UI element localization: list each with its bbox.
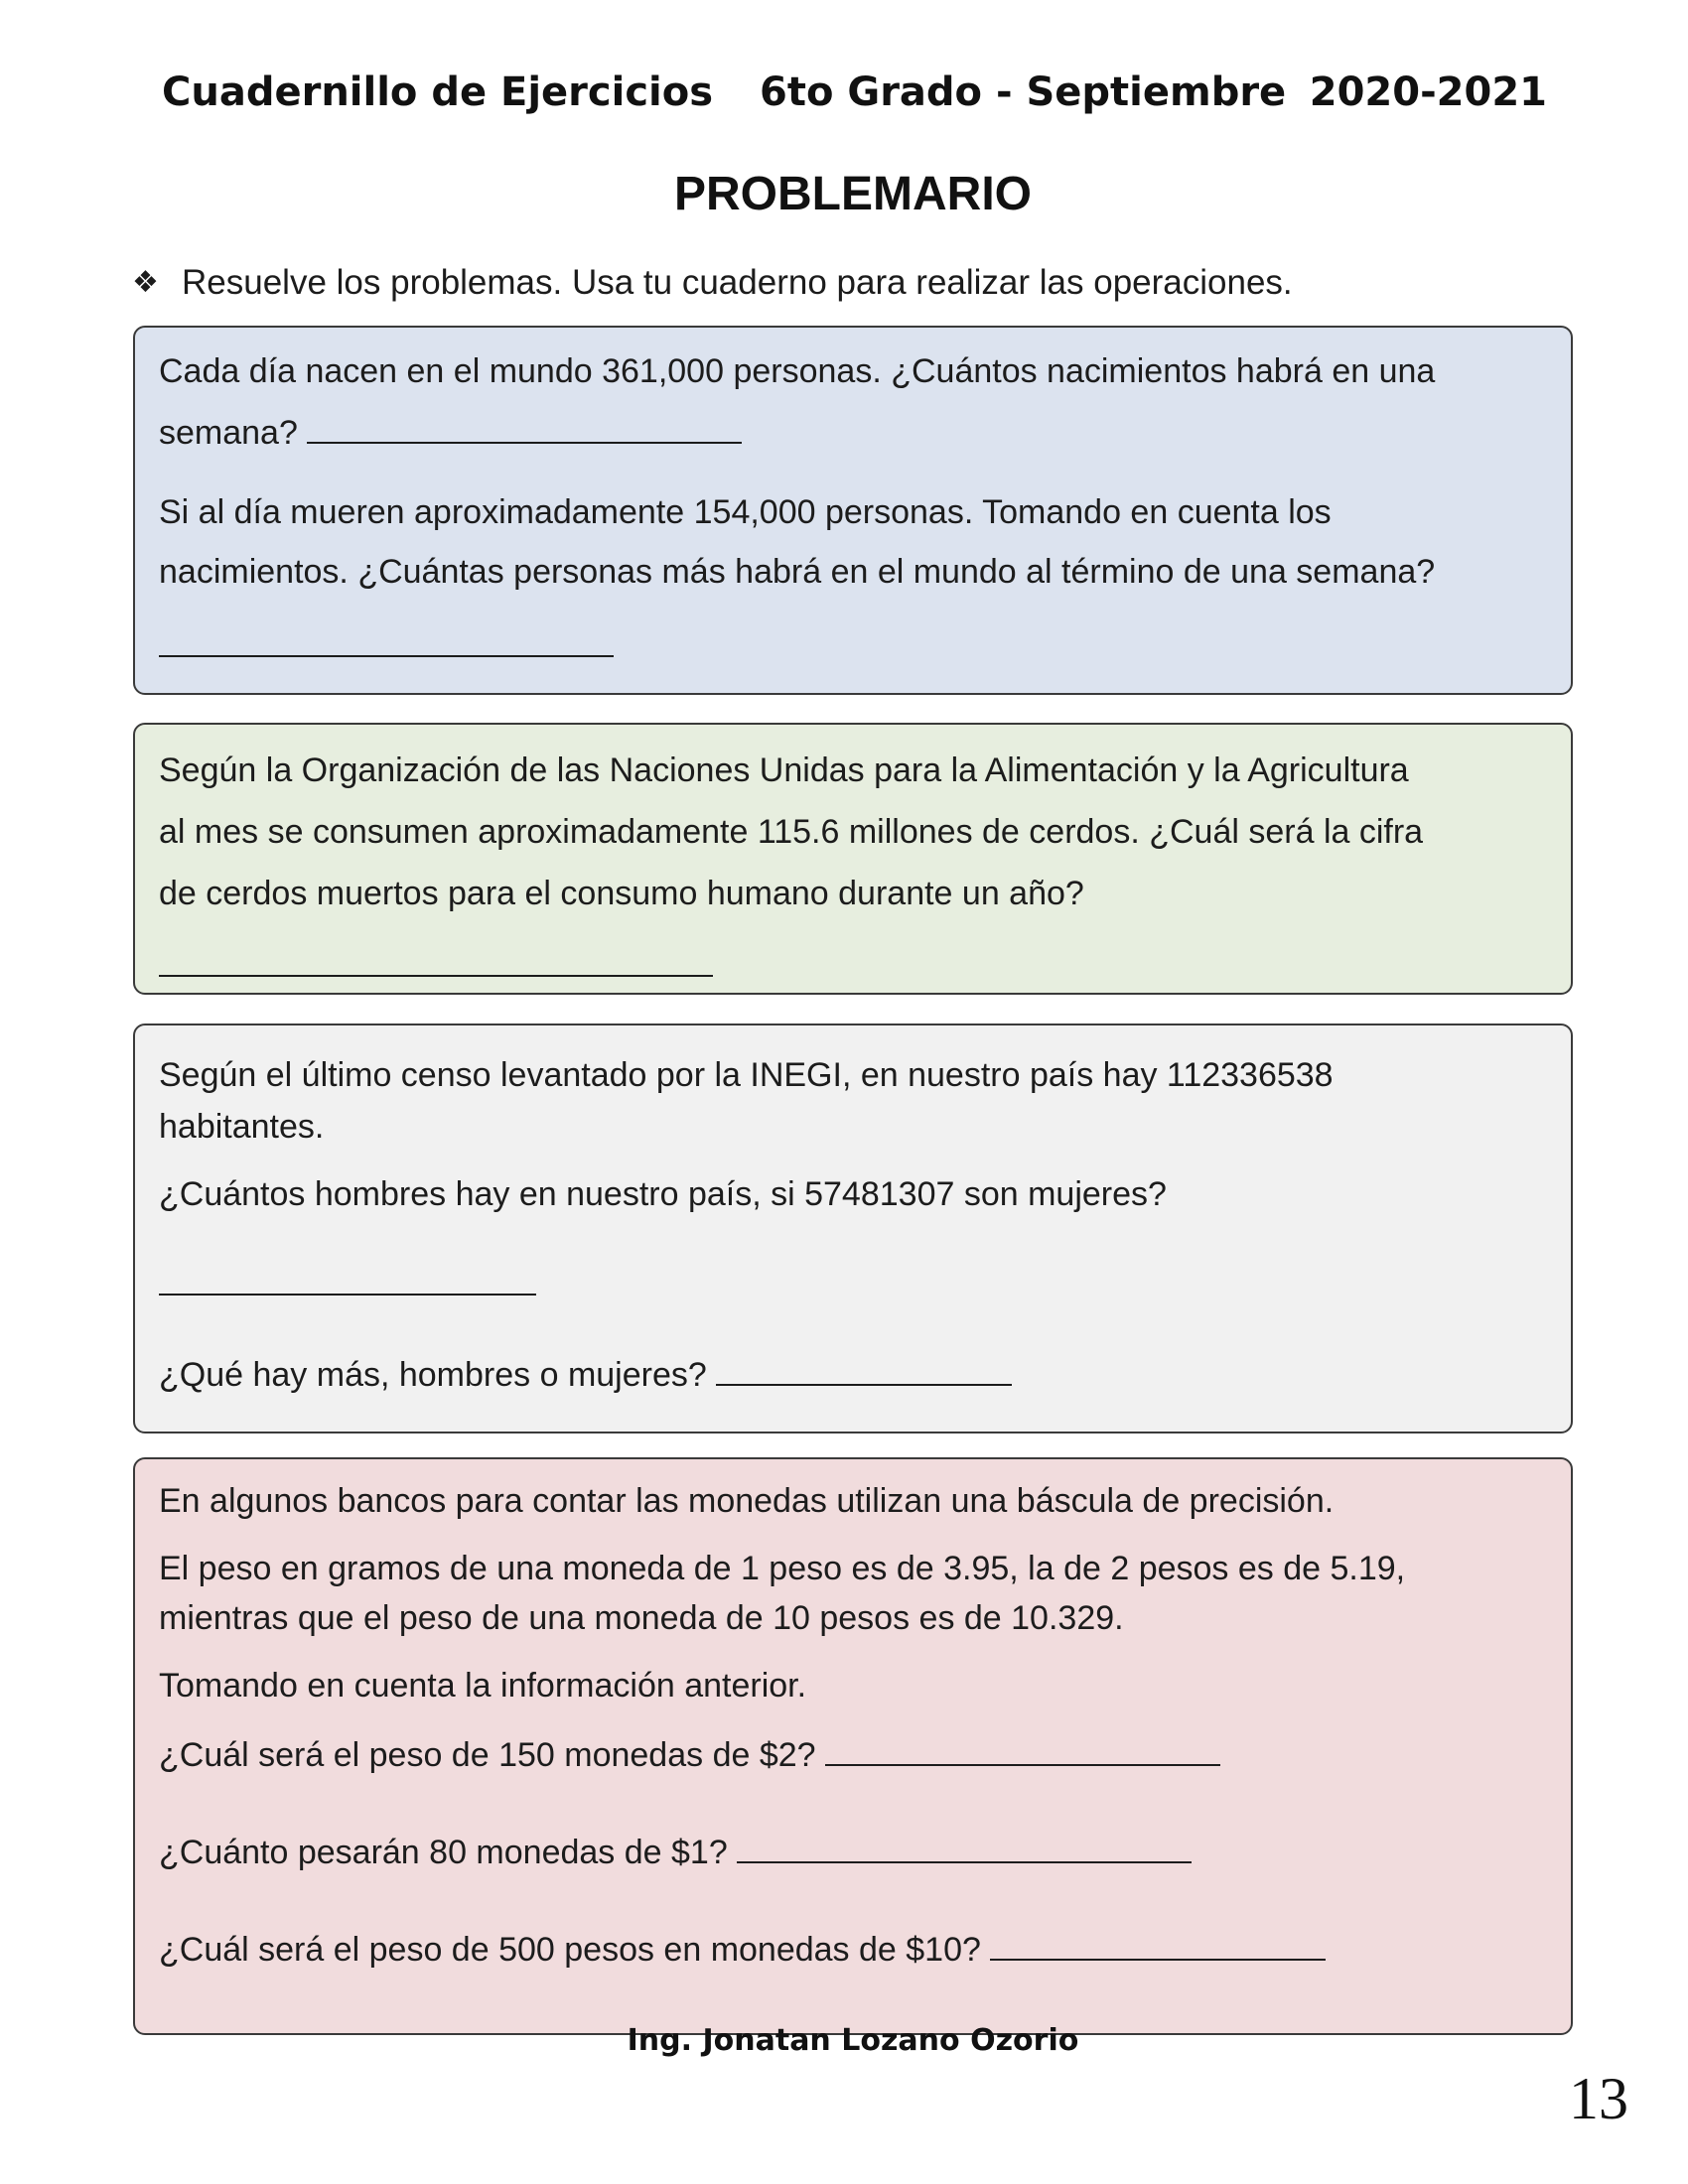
answer-blank-weight-150-two-peso[interactable] <box>825 1734 1220 1766</box>
problem-4-line-4: Tomando en cuenta la información anterior. <box>159 1667 807 1705</box>
page-title: PROBLEMARIO <box>674 168 1032 220</box>
problem-box-births <box>133 326 1573 695</box>
problem-4-question-3-row <box>159 1928 1541 1972</box>
answer-blank-weight-80-one-peso[interactable] <box>737 1832 1192 1863</box>
problem-4-question-1-row <box>159 1733 1541 1777</box>
diamond-bullet-icon: ❖ <box>132 266 159 299</box>
answer-blank-births-week[interactable] <box>307 412 742 444</box>
page-number: 13 <box>1569 2066 1628 2131</box>
answer-blank-weight-500-pesos-ten[interactable] <box>990 1929 1326 1961</box>
answer-blank-more-men-or-women[interactable] <box>716 1354 1012 1386</box>
problem-3-line-4 <box>159 1353 1541 1397</box>
answer-blank-pigs-year[interactable] <box>159 975 713 977</box>
problem-1-line-2 <box>159 411 1541 455</box>
instruction <box>132 263 1293 303</box>
problem-3-line-1: Según el último censo levantado por la INEGI, en nuestro país hay 112336538 <box>159 1056 1334 1094</box>
problem-4-line-3: mientras que el peso de una moneda de 10 pesos es de 10.329. <box>159 1599 1124 1637</box>
header-grade-month: 6to Grado - Septiembre <box>760 69 1287 115</box>
header-workbook-title: Cuadernillo de Ejercicios <box>162 69 714 115</box>
problem-4-question-2: ¿Cuánto pesarán 80 monedas de $1? <box>159 1834 728 1871</box>
problem-box-pigs <box>133 723 1573 995</box>
problem-box-coins <box>133 1457 1573 2035</box>
answer-blank-men-count[interactable] <box>159 1294 536 1296</box>
problem-1-line-4: nacimientos. ¿Cuántas personas más habrá en el mundo al término de una semana? <box>159 553 1436 591</box>
answer-blank-population-growth[interactable] <box>159 655 614 657</box>
problem-4-question-2-row <box>159 1831 1541 1874</box>
page-header <box>162 69 1547 139</box>
problem-2-line-1: Según la Organización de las Naciones Unidas para la Alimentación y la Agricultura <box>159 751 1409 789</box>
problem-4-question-3: ¿Cuál será el peso de 500 pesos en monedas de $10? <box>159 1931 981 1969</box>
header-school-year: 2020-2021 <box>1309 69 1547 115</box>
problem-1-question-1: semana? <box>159 414 298 452</box>
problem-2-line-2: al mes se consumen aproximadamente 115.6 millones de cerdos. ¿Cuál será la cifra <box>159 813 1424 851</box>
problem-3-question-2: ¿Qué hay más, hombres o mujeres? <box>159 1356 707 1394</box>
problem-2-line-3: de cerdos muertos para el consumo humano durante un año? <box>159 875 1084 912</box>
footer-author: Ing. Jonatan Lozano Ozorio <box>627 2023 1079 2058</box>
problem-box-census <box>133 1024 1573 1433</box>
problem-3-line-3: ¿Cuántos hombres hay en nuestro país, si 57481307 son mujeres? <box>159 1175 1167 1213</box>
problem-4-line-1: En algunos bancos para contar las monedas utilizan una báscula de precisión. <box>159 1482 1335 1520</box>
problem-4-question-1: ¿Cuál será el peso de 150 monedas de $2? <box>159 1736 816 1774</box>
problem-3-line-2: habitantes. <box>159 1108 325 1146</box>
problem-1-line-1: Cada día nacen en el mundo 361,000 personas. ¿Cuántos nacimientos habrá en una <box>159 352 1436 390</box>
problem-1-line-3: Si al día mueren aproximadamente 154,000 personas. Tomando en cuenta los <box>159 493 1332 531</box>
problem-4-line-2: El peso en gramos de una moneda de 1 peso es de 3.95, la de 2 pesos es de 5.19, <box>159 1550 1406 1587</box>
instruction-text: Resuelve los problemas. Usa tu cuaderno para realizar las operaciones. <box>182 263 1293 302</box>
